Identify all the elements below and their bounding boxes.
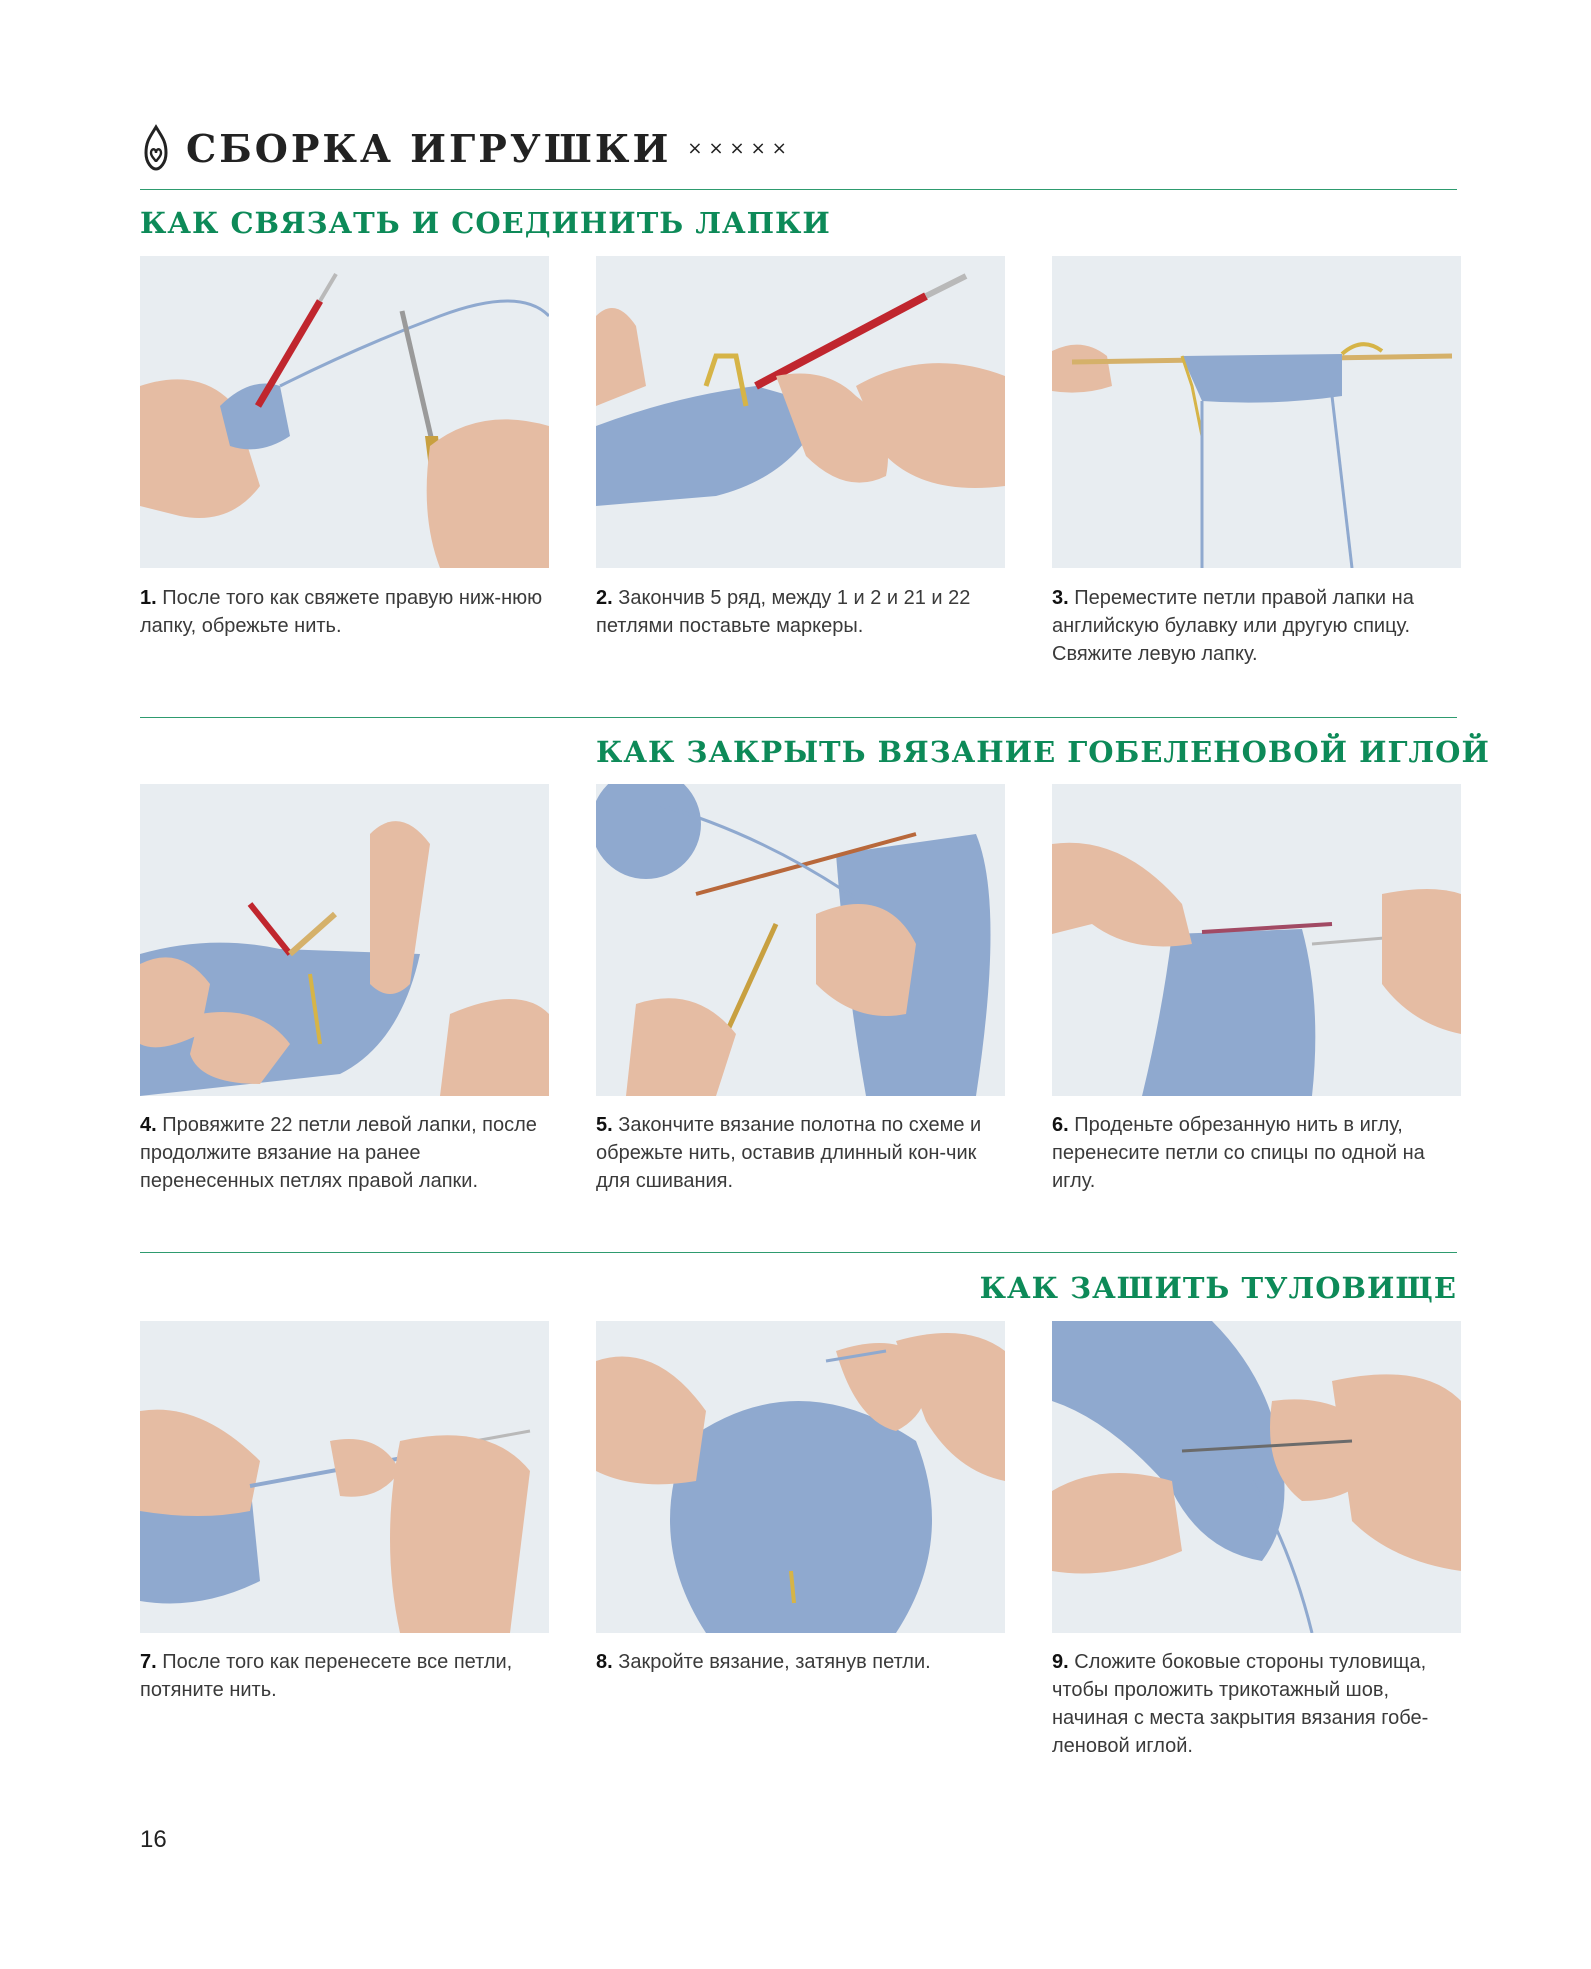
step-7-photo xyxy=(140,1321,549,1633)
step-8-photo xyxy=(596,1321,1005,1633)
step-9-photo xyxy=(1052,1321,1461,1633)
title-decoration: ××××× xyxy=(687,137,793,159)
step-number: 2. xyxy=(596,587,613,609)
step-text: Переместите петли правой лапки на английскую булавку или другую спицу. Свяжите левую лапку. xyxy=(1052,587,1414,665)
step-text: После того как свяжете правую ниж-нюю лапку, обрежьте нить. xyxy=(140,587,543,637)
divider-line xyxy=(140,717,1457,718)
section-title-paws: КАК СВЯЗАТЬ И СОЕДИНИТЬ ЛАПКИ xyxy=(140,206,831,240)
step-5-caption xyxy=(596,1111,1005,1195)
step-6-photo xyxy=(1052,784,1461,1096)
step-4-caption xyxy=(140,1111,549,1195)
step-6-caption xyxy=(1052,1111,1461,1195)
step-3-photo xyxy=(1052,256,1461,568)
yarn-logo-icon xyxy=(140,123,172,173)
divider-line xyxy=(140,189,1457,190)
step-3-caption xyxy=(1052,584,1461,668)
step-text: Сложите боковые стороны туловища, чтобы проложить трикотажный шов, начиная с места закрытия вязания гобе-леновой иглой. xyxy=(1052,1651,1429,1757)
step-number: 3. xyxy=(1052,587,1069,609)
page-title: СБОРКА ИГРУШКИ xyxy=(186,125,672,171)
step-number: 5. xyxy=(596,1114,613,1136)
step-text: Провяжите 22 петли левой лапки, после продолжите вязание на ранее перенесенных петлях правой лапки. xyxy=(140,1114,537,1192)
step-5-photo xyxy=(596,784,1005,1096)
section-title-bind-off: КАК ЗАКРЫТЬ ВЯЗАНИЕ ГОБЕЛЕНОВОЙ ИГЛОЙ xyxy=(596,735,1490,769)
page-number: 16 xyxy=(140,1826,167,1853)
step-text: После того как перенесете все петли, потяните нить. xyxy=(140,1651,513,1701)
step-number: 8. xyxy=(596,1651,613,1673)
step-text: Закройте вязание, затянув петли. xyxy=(618,1651,931,1673)
step-9-caption xyxy=(1052,1648,1461,1760)
step-text: Закончив 5 ряд, между 1 и 2 и 21 и 22 петлями поставьте маркеры. xyxy=(596,587,971,637)
section-title-body-seam: КАК ЗАШИТЬ ТУЛОВИЩЕ xyxy=(979,1271,1457,1305)
step-number: 6. xyxy=(1052,1114,1069,1136)
page-header xyxy=(140,118,793,178)
step-number: 4. xyxy=(140,1114,157,1136)
step-text: Проденьте обрезанную нить в иглу, перенесите петли со спицы по одной на иглу. xyxy=(1052,1114,1425,1192)
step-1-caption xyxy=(140,584,549,640)
step-number: 1. xyxy=(140,587,157,609)
step-1-photo xyxy=(140,256,549,568)
step-number: 9. xyxy=(1052,1651,1069,1673)
step-2-caption xyxy=(596,584,1005,640)
step-text: Закончите вязание полотна по схеме и обрежьте нить, оставив длинный кон-чик для сшивания. xyxy=(596,1114,982,1192)
divider-line xyxy=(140,1252,1457,1253)
step-7-caption xyxy=(140,1648,549,1704)
step-number: 7. xyxy=(140,1651,157,1673)
step-8-caption xyxy=(596,1648,1005,1676)
step-2-photo xyxy=(596,256,1005,568)
step-4-photo xyxy=(140,784,549,1096)
